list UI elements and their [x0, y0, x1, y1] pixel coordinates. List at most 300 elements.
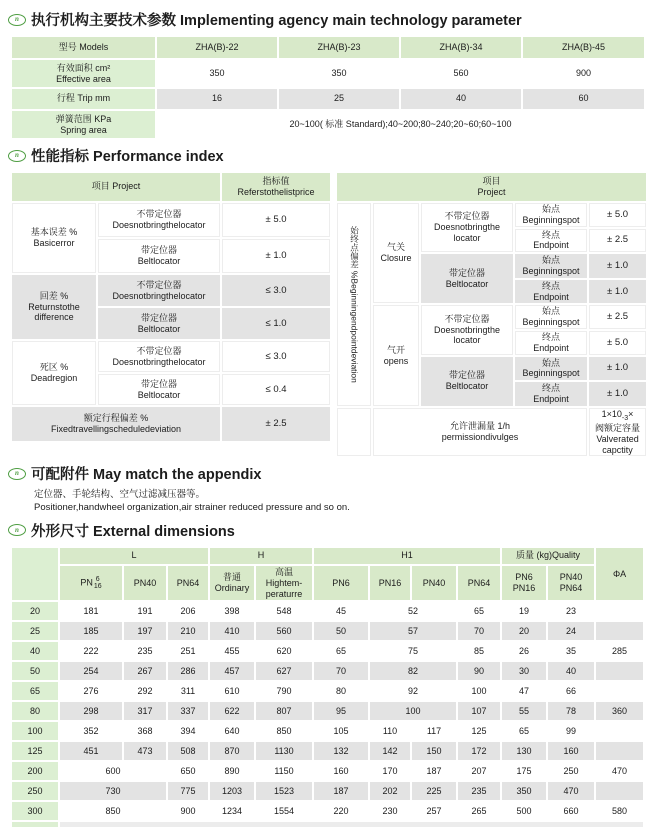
sub-label-zh: 带定位器 — [449, 370, 486, 381]
section-heading — [31, 520, 235, 541]
row-label-zh: 有效面积 cm² — [56, 62, 111, 73]
point-en: Endpoint — [533, 393, 569, 404]
cell: 254 — [59, 661, 123, 681]
cell: 560 — [255, 621, 313, 641]
cell: 57 — [369, 621, 457, 641]
sub-label-zh: 带定位器 — [141, 312, 178, 323]
point-zh: 始点 — [542, 255, 561, 266]
cell: 70 — [313, 661, 369, 681]
cell: 850 — [255, 721, 313, 741]
cell: 265 — [457, 801, 501, 821]
table-row — [11, 681, 644, 701]
brand-logo-icon: n — [8, 150, 26, 162]
sub-label-zh: 不带定位器 — [444, 211, 490, 222]
table-row — [11, 36, 645, 59]
cell: 455 — [209, 641, 255, 661]
sub-label-en: Beltlocator — [137, 323, 181, 334]
cell: 398 — [209, 601, 255, 621]
cell: 150 — [411, 741, 457, 761]
cell: 85 — [457, 641, 501, 661]
cell: 207 — [457, 761, 501, 781]
cell: 790 — [255, 681, 313, 701]
cell: 298 — [59, 701, 123, 721]
cell: 660 — [547, 801, 595, 821]
cell: 90 — [457, 661, 501, 681]
leak-en: permissiondivulges — [441, 432, 519, 443]
sub-label — [420, 356, 514, 407]
table-row — [11, 721, 644, 741]
section-title-zh: 可配附件 — [31, 467, 89, 484]
cell: 125 — [457, 721, 501, 741]
footer-label-en: Fixedtravellingscheduledeviation — [50, 424, 182, 434]
cell: 40 — [400, 88, 522, 110]
row-label: 125 — [11, 741, 59, 761]
cell: ± 2.5 — [221, 406, 331, 442]
cell: 470 — [547, 781, 595, 801]
column-header: ZHA(B)-23 — [278, 36, 400, 59]
group-label-zh: 基本误差 % — [30, 227, 78, 238]
cell: ± 1.0 — [588, 381, 647, 407]
cell: 251 — [167, 641, 209, 661]
row-label: 40 — [11, 641, 59, 661]
point-label — [514, 253, 588, 279]
row-group-label — [11, 202, 97, 274]
cell: 560 — [400, 59, 522, 88]
cell: 78 — [547, 701, 595, 721]
cell: 451 — [59, 741, 123, 761]
cell: 160 — [313, 761, 369, 781]
cell: 410 — [209, 621, 255, 641]
cell: 16 — [156, 88, 278, 110]
cell: 160 — [547, 741, 595, 761]
section-title-en: External dimensions — [93, 523, 235, 540]
cell: 1150 — [255, 761, 313, 781]
cap-base: 1×10 — [601, 408, 622, 419]
cell: 292 — [123, 681, 167, 701]
group-header-quality: 质量 (kg)Quality — [501, 547, 595, 565]
leak-zh: 允许泄漏量 1/h — [450, 421, 511, 432]
group-label-zh: 回差 % — [39, 290, 69, 301]
table-row — [11, 59, 645, 88]
vertical-label-text — [348, 226, 359, 383]
cell: 172 — [457, 741, 501, 761]
row-label: 25 — [11, 621, 59, 641]
cell: 600 — [59, 761, 167, 781]
table-row — [11, 110, 645, 139]
corner-cell — [11, 547, 59, 601]
cell: ± 1.0 — [221, 238, 331, 274]
cell: 47 — [501, 681, 547, 701]
row-label: 行程 Trip mm — [11, 88, 156, 110]
cell: 66 — [547, 681, 595, 701]
cell: 105 — [313, 721, 369, 741]
leak-rate-cell — [372, 407, 588, 458]
sub-label — [97, 307, 221, 340]
cell: 730 — [59, 781, 167, 801]
column-header: 项目 Project — [11, 172, 221, 202]
header-line1: PN6 — [515, 572, 533, 583]
cell: 175 — [501, 761, 547, 781]
cell: ± 2.5 — [588, 228, 647, 254]
point-label — [514, 279, 588, 305]
cap-exponent: -3 — [621, 414, 629, 422]
header-zh: 普通 — [222, 572, 241, 583]
performance-left-table — [10, 171, 332, 443]
header-en: Hightem-peraturre — [265, 577, 303, 599]
sub-label — [420, 253, 514, 304]
cell: 352 — [59, 721, 123, 741]
cell: 197 — [123, 621, 167, 641]
vertical-label-zh: 始终点偏差 % — [349, 225, 360, 279]
table-row — [11, 274, 331, 307]
sub-label — [97, 202, 221, 238]
column-header — [209, 565, 255, 601]
sub-label-en: Beltlocator — [445, 381, 489, 392]
cell: 337 — [167, 701, 209, 721]
section-title-zh: 执行机构主要技术参数 — [31, 13, 176, 29]
row-label: 100 — [11, 721, 59, 741]
table-row — [11, 661, 644, 681]
cell: ≤ 1.0 — [221, 307, 331, 340]
header-en: Referstothelistprice — [237, 187, 315, 197]
column-header — [221, 172, 331, 202]
cell: 1554 — [255, 801, 313, 821]
cell: 92 — [369, 681, 457, 701]
cell: 142 — [369, 741, 411, 761]
cell: ≤ 3.0 — [221, 340, 331, 373]
point-label — [514, 381, 588, 407]
row-label — [11, 59, 156, 88]
direction-label — [372, 304, 420, 406]
cell: 285 — [595, 641, 644, 661]
sub-label-en: Beltlocator — [445, 278, 489, 289]
sub-label-zh: 不带定位器 — [444, 313, 490, 324]
cell: 580 — [595, 801, 644, 821]
row-label — [11, 821, 59, 828]
cell: 95 — [313, 701, 369, 721]
tech-params-table — [10, 35, 646, 140]
table-row — [11, 741, 644, 761]
cell: 130 — [501, 741, 547, 761]
cell: 225 — [411, 781, 457, 801]
cell: 250 — [547, 761, 595, 781]
cell: 26 — [501, 641, 547, 661]
cell: 368 — [123, 721, 167, 741]
group-header-H: H — [209, 547, 313, 565]
point-zh: 始点 — [542, 306, 561, 317]
cell: 235 — [123, 641, 167, 661]
table-row — [336, 407, 647, 458]
point-label — [514, 356, 588, 382]
point-zh: 终点 — [542, 280, 561, 291]
cell: 775 — [167, 781, 209, 801]
column-header-pn6-16 — [59, 565, 123, 601]
cell: 620 — [255, 641, 313, 661]
cell — [595, 721, 644, 741]
table-row — [11, 340, 331, 373]
vertical-axis-label — [336, 202, 372, 407]
appendix-note — [34, 489, 643, 515]
column-header — [255, 565, 313, 601]
group-label-zh: 死区 % — [39, 362, 69, 373]
cell — [595, 601, 644, 621]
vertical-label-en: Beginningendpointdeviation — [349, 278, 360, 383]
point-label — [514, 228, 588, 254]
cell: 107 — [457, 701, 501, 721]
point-en: Beginningspot — [522, 368, 580, 379]
section-title-tech-params — [8, 9, 643, 30]
section-heading — [31, 9, 522, 30]
cell: 30 — [501, 661, 547, 681]
row-label: 20 — [11, 601, 59, 621]
column-header: 型号 Models — [11, 36, 156, 59]
direction-zh: 气开 — [387, 344, 406, 355]
cell: 622 — [209, 701, 255, 721]
cell: 1203 — [209, 781, 255, 801]
table-row — [11, 601, 644, 621]
row-label — [11, 110, 156, 139]
row-group-label — [11, 274, 97, 340]
table-row — [11, 621, 644, 641]
point-zh: 终点 — [542, 331, 561, 342]
row-label-en: Effective area — [56, 73, 111, 84]
table-row — [11, 781, 644, 801]
cell: 890 — [209, 761, 255, 781]
sub-label-en: Beltlocator — [137, 256, 181, 266]
cell: 870 — [209, 741, 255, 761]
section-title-performance — [8, 145, 643, 166]
cell: 100 — [457, 681, 501, 701]
cell: 23 — [547, 601, 595, 621]
column-header: ZHA(B)-34 — [400, 36, 522, 59]
point-zh: 终点 — [542, 383, 561, 394]
cell: 900 — [522, 59, 645, 88]
group-header-L: L — [59, 547, 209, 565]
cell: 70 — [457, 621, 501, 641]
column-header: PN64 — [457, 565, 501, 601]
cell — [595, 781, 644, 801]
cell: 40 — [547, 661, 595, 681]
cell: 35 — [547, 641, 595, 661]
column-header: PN16 — [369, 565, 411, 601]
header-line1: PN40 — [559, 572, 583, 583]
cell: 65 — [457, 601, 501, 621]
group-label-en: Basicerror — [33, 238, 75, 248]
cell: 65 — [313, 641, 369, 661]
cell: 45 — [313, 601, 369, 621]
pn-prefix: PN — [80, 577, 93, 588]
cell: ± 2.5 — [588, 304, 647, 330]
pn-top: 6 — [95, 576, 100, 584]
cell: 110 — [369, 721, 411, 741]
cell: 50 — [313, 621, 369, 641]
sub-label-zh: 带定位器 — [141, 378, 178, 389]
header-zh: 高温 — [274, 566, 293, 577]
brand-logo-icon: n — [8, 468, 26, 480]
pn-stack — [94, 576, 102, 590]
appendix-note-zh: 定位器、手轮结构、空气过滤减压器等。 — [34, 489, 206, 501]
cell: 75 — [369, 641, 457, 661]
cell: 187 — [411, 761, 457, 781]
point-zh: 终点 — [542, 229, 561, 240]
cell: 360 — [595, 701, 644, 721]
sub-label-zh: 带定位器 — [141, 245, 178, 256]
cell: 230 — [369, 801, 411, 821]
column-header: ZHA(B)-45 — [522, 36, 645, 59]
cell: 900 — [167, 801, 209, 821]
sub-label-en: Beltlocator — [137, 389, 181, 400]
header-zh: 项目 — [482, 176, 501, 187]
cell: 350 — [156, 59, 278, 88]
cell: 276 — [59, 681, 123, 701]
header-line2: PN16 — [512, 583, 536, 594]
cell — [595, 621, 644, 641]
group-header-H1: H1 — [313, 547, 501, 565]
cell: 65 — [501, 721, 547, 741]
table-row — [336, 202, 647, 228]
cell: ± 1.0 — [588, 279, 647, 305]
cell: ≤ 0.4 — [221, 373, 331, 406]
footer-label-zh: 额定行程偏差 % — [83, 413, 149, 424]
group-label-en: Deadregion — [30, 373, 78, 383]
column-header: ZHA(B)-22 — [156, 36, 278, 59]
row-label: 50 — [11, 661, 59, 681]
cell: ± 5.0 — [221, 202, 331, 238]
sub-label-en: Doesnotbringthelocator — [112, 290, 206, 301]
cell: ≤ 3.0 — [221, 274, 331, 307]
point-en: Endpoint — [533, 342, 569, 353]
empty-cell — [336, 407, 372, 458]
table-row — [336, 304, 647, 330]
cell: ± 5.0 — [588, 202, 647, 228]
sub-label — [97, 238, 221, 274]
section-title-en: May match the appendix — [93, 467, 262, 484]
sub-label-zh: 不带定位器 — [136, 279, 182, 290]
column-header — [547, 565, 595, 601]
cell: 24 — [547, 621, 595, 641]
sub-label — [97, 274, 221, 307]
point-label — [514, 304, 588, 330]
cell: 286 — [167, 661, 209, 681]
valve-capacity-cell — [588, 407, 647, 458]
direction-en: Closure — [380, 253, 412, 264]
sub-label — [420, 202, 514, 253]
cell: 650 — [167, 761, 209, 781]
cell: 220 — [313, 801, 369, 821]
column-header: PN64 — [167, 565, 209, 601]
cell: 317 — [123, 701, 167, 721]
row-label: 300 — [11, 801, 59, 821]
table-row — [11, 202, 331, 238]
appendix-note-en: Positioner,handwheel organization,air strainer reduced pressure and so on. — [34, 502, 350, 514]
point-en: Beginningspot — [522, 214, 580, 225]
column-header — [501, 565, 547, 601]
table-row — [11, 801, 644, 821]
section-heading — [31, 145, 224, 166]
sub-label-zh: 不带定位器 — [136, 209, 182, 220]
row-label-zh: 弹簧范围 KPa — [55, 113, 112, 124]
cell: 100 — [369, 701, 457, 721]
brand-logo-icon: n — [8, 14, 26, 26]
cell: 170 — [369, 761, 411, 781]
cell: ± 1.0 — [588, 253, 647, 279]
sub-label — [420, 304, 514, 355]
cell: 640 — [209, 721, 255, 741]
sub-label-en: Doesnotbringthelocator — [112, 356, 206, 367]
point-zh: 始点 — [542, 204, 561, 214]
cell: 850 — [59, 801, 167, 821]
point-en: Endpoint — [533, 240, 569, 251]
direction-en: opens — [383, 355, 409, 366]
row-group-label — [11, 340, 97, 406]
cutoff-strip — [59, 821, 644, 828]
cell: 473 — [123, 741, 167, 761]
table-row — [11, 761, 644, 781]
table-row — [11, 641, 644, 661]
table-row — [11, 88, 645, 110]
column-header — [336, 172, 647, 202]
cell: 19 — [501, 601, 547, 621]
performance-tables — [10, 171, 643, 458]
direction-label — [372, 202, 420, 304]
table-row — [11, 547, 644, 565]
cell: 202 — [369, 781, 411, 801]
cell: 80 — [313, 681, 369, 701]
row-label: 80 — [11, 701, 59, 721]
header-en: Ordinary — [214, 583, 250, 594]
cell: 60 — [522, 88, 645, 110]
sub-label-en: Doesnotbringthe locator — [433, 222, 501, 243]
column-header: PN40 — [411, 565, 457, 601]
cell: 311 — [167, 681, 209, 701]
section-title-en: Implementing agency main technology parameter — [180, 13, 522, 29]
row-label: 65 — [11, 681, 59, 701]
header-zh: 指标值 — [262, 176, 290, 187]
cell: 267 — [123, 661, 167, 681]
section-title-en: Performance index — [93, 149, 224, 165]
cell: 235 — [457, 781, 501, 801]
cell: 191 — [123, 601, 167, 621]
cell: 222 — [59, 641, 123, 661]
cell: 20~100( 标准 Standard);40~200;80~240;20~60;60~100 — [156, 110, 645, 139]
cell: 55 — [501, 701, 547, 721]
column-header: PN6 — [313, 565, 369, 601]
cell: 20 — [501, 621, 547, 641]
row-label: 250 — [11, 781, 59, 801]
cell: 132 — [313, 741, 369, 761]
sub-label — [97, 340, 221, 373]
cell: 470 — [595, 761, 644, 781]
column-header: PN40 — [123, 565, 167, 601]
sub-label — [97, 373, 221, 406]
table-row — [11, 406, 331, 442]
point-zh: 始点 — [542, 357, 561, 368]
cell: 610 — [209, 681, 255, 701]
cell: 457 — [209, 661, 255, 681]
point-en: Beginningspot — [522, 265, 580, 276]
cap-en: Valverated capctity — [596, 433, 639, 455]
sub-label-en: Doesnotbringthe locator — [433, 324, 501, 346]
sub-label-zh: 不带定位器 — [136, 345, 182, 356]
cell: 394 — [167, 721, 209, 741]
sub-label-zh: 带定位器 — [449, 267, 486, 278]
cell: 210 — [167, 621, 209, 641]
table-row — [336, 172, 647, 202]
cell: ± 1.0 — [588, 356, 647, 382]
cell: 181 — [59, 601, 123, 621]
row-label — [11, 406, 221, 442]
cell: 350 — [501, 781, 547, 801]
